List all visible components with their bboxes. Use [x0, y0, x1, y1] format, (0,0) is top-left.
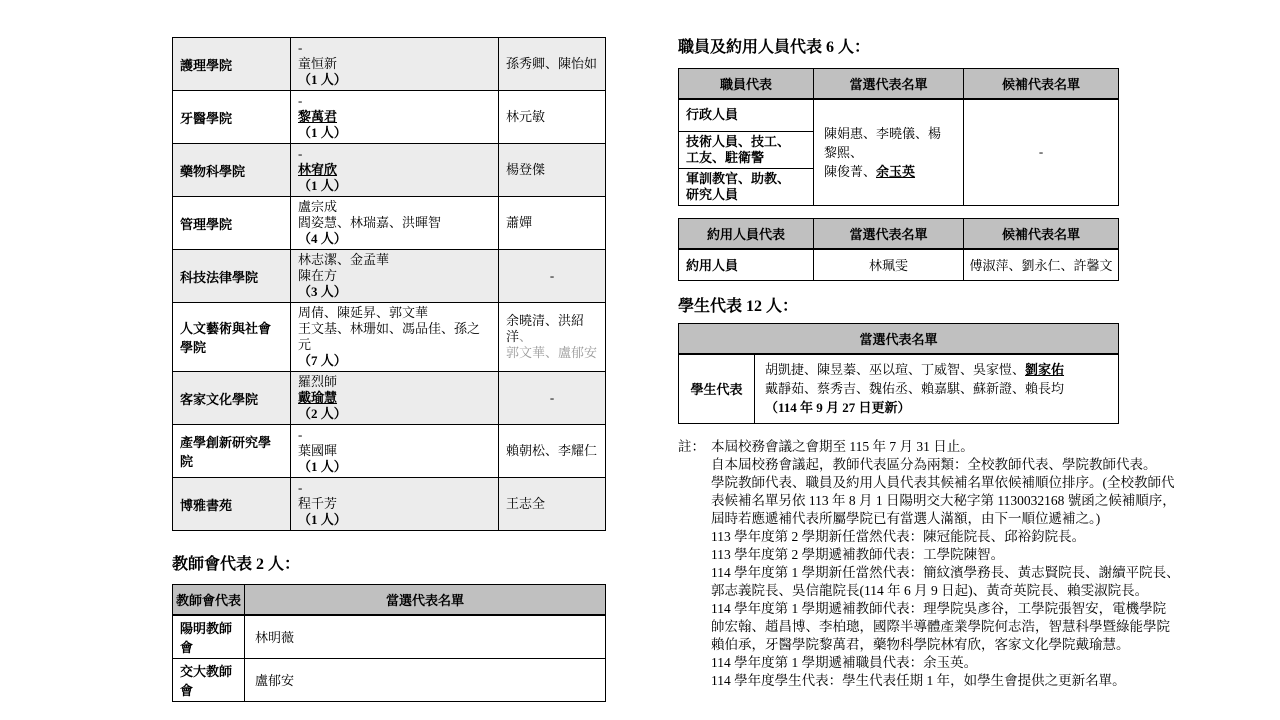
cell-line	[824, 162, 953, 181]
text-run: 郭文華、盧郁安	[506, 345, 598, 360]
staff-category-cell	[679, 132, 814, 169]
college-cell: 護理學院	[173, 38, 291, 91]
text-run: 、	[519, 329, 533, 344]
table-row	[173, 615, 606, 659]
text-run: 林宥欣	[298, 162, 338, 177]
header-cell: 當選代表名單	[814, 219, 964, 249]
elected-cell	[814, 99, 964, 206]
cell-line: 工友、駐衛警	[686, 150, 765, 165]
elected-cell	[291, 303, 499, 372]
cell-line	[298, 427, 491, 443]
note-line: 自本屆校務會議起，教師代表區分為兩類：全校教師代表、學院教師代表。	[711, 457, 1157, 472]
text-run: （1 人）	[298, 459, 347, 474]
teacher-union-section-title: 教師會代表 2 人：	[172, 556, 301, 573]
college-cell: 博雅書苑	[173, 478, 291, 531]
text-run: 孫秀卿、陳怡如	[506, 56, 598, 71]
text-run: 楊登傑	[506, 162, 546, 177]
cell-line	[506, 268, 598, 284]
text-run: 胡凱捷、陳昱蓁、巫以瑄、丁威智、吳家愷、	[765, 362, 1026, 378]
cell-line: 軍訓教官、助教、	[686, 171, 791, 186]
backup-cell	[499, 144, 606, 197]
note-line: 114 學年度第 1 學期遞補教師代表：理學院吳彥谷，工學院張智安，電機學院	[711, 601, 1167, 616]
text-run: 戴瑜慧	[298, 390, 338, 405]
cell-line	[298, 353, 491, 369]
text-run: （3 人）	[298, 284, 347, 299]
table-row	[173, 478, 606, 531]
backup-cell	[499, 372, 606, 425]
text-run: （4 人）	[298, 231, 347, 246]
note-line: 學院教師代表、職員及約用人員代表其候補名單依候補順位排序。(全校教師代	[711, 475, 1175, 490]
cell-line	[765, 379, 1108, 398]
backup-cell: 傅淑萍、劉永仁、許馨文	[964, 249, 1119, 281]
staff-category-cell	[679, 99, 814, 132]
note-line: 表候補名單另依 113 年 8 月 1 日陽明交大秘字第 1130032168 號函之候補順序，	[711, 493, 1176, 508]
college-cell: 管理學院	[173, 197, 291, 250]
table-row	[173, 250, 606, 303]
note-line: 屆時若應遞補代表所屬學院已有當選人滿額，由下一順位遞補之。)	[711, 511, 1101, 526]
union-name-cell: 交大教師會	[173, 658, 245, 701]
cell-line: 研究人員	[686, 187, 739, 202]
backup-cell: -	[964, 99, 1119, 206]
text-run: （1 人）	[298, 72, 347, 87]
header-cell: 候補代表名單	[964, 69, 1119, 99]
cell-line	[298, 284, 491, 300]
table-row	[173, 425, 606, 478]
backup-cell	[499, 250, 606, 303]
text-run: 賴朝松、李耀仁	[506, 443, 598, 458]
cell-line	[298, 215, 491, 231]
text-run: -	[298, 93, 303, 108]
elected-cell	[291, 372, 499, 425]
cell-line	[506, 215, 598, 231]
text-run: 蕭嬋	[506, 215, 533, 230]
college-cell: 藥物科學院	[173, 144, 291, 197]
table-row	[173, 38, 606, 91]
table-header-row	[679, 219, 1119, 249]
text-run: 羅烈師	[298, 374, 338, 389]
cell-line	[506, 313, 598, 345]
cell-line	[298, 199, 491, 215]
header-cell: 當選代表名單	[679, 324, 1119, 354]
text-run: 劉家佑	[1025, 362, 1065, 378]
note-line: 郭志義院長、吳信龍院長(114 年 6 月 9 日起)、黃奇英院長、賴雯淑院長。	[711, 583, 1149, 598]
student-names-cell	[755, 354, 1119, 424]
cell-line	[298, 496, 491, 512]
text-run: -	[298, 40, 303, 55]
college-cell: 人文藝術與社會學院	[173, 303, 291, 372]
college-cell: 牙醫學院	[173, 91, 291, 144]
cell-line	[298, 93, 491, 109]
header-cell: 候補代表名單	[964, 219, 1119, 249]
text-run: -	[298, 427, 303, 442]
note-line: 賴伯承，牙醫學院黎萬君，藥物科學院林宥欣，客家文化學院戴瑜慧。	[711, 637, 1130, 652]
cell-line	[298, 231, 491, 247]
text-run: （1 人）	[298, 512, 347, 527]
cell-line	[298, 480, 491, 496]
text-run: -	[549, 390, 555, 405]
elected-cell	[291, 197, 499, 250]
cell-line	[765, 360, 1108, 379]
header-cell: 當選代表名單	[245, 585, 606, 615]
table-row	[173, 372, 606, 425]
text-run: 盧宗成	[298, 199, 338, 214]
cell-line	[298, 146, 491, 162]
right-column	[678, 38, 1238, 690]
table-row	[173, 303, 606, 372]
left-column	[172, 37, 608, 702]
table-row	[679, 354, 1119, 424]
cell-line	[298, 40, 491, 56]
cell-line	[298, 252, 491, 268]
text-run: 陳在方	[298, 268, 338, 283]
text-run: 葉國暉	[298, 443, 338, 458]
note-line: 帥宏翰、趙昌博、李柏璁，國際半導體產業學院何志浩，智慧科學暨綠能學院	[711, 619, 1170, 634]
cell-line	[298, 321, 491, 353]
elected-cell	[291, 38, 499, 91]
staff-representatives-table	[678, 68, 1119, 206]
text-run: 余玉英	[876, 163, 916, 179]
cell-line	[298, 268, 491, 284]
text-run: 閻姿慧、林瑞嘉、洪暉智	[298, 215, 442, 230]
table-header-row	[679, 324, 1119, 354]
text-run: 林志潔、金孟華	[298, 252, 390, 267]
cell-line	[298, 56, 491, 72]
cell-line: 行政人員	[686, 107, 739, 123]
cell-line	[298, 459, 491, 475]
table-header-row	[679, 69, 1119, 99]
table-row	[679, 249, 1119, 281]
text-run: -	[298, 480, 303, 495]
cell-line	[298, 109, 491, 125]
text-run: 童恒新	[298, 56, 338, 71]
student-category-cell: 學生代表	[679, 354, 755, 424]
elected-cell	[291, 425, 499, 478]
text-run: 戴靜茹、蔡秀吉、魏佑丞、賴嘉騏、蘇新證、賴長均	[765, 381, 1065, 397]
header-cell: 當選代表名單	[814, 69, 964, 99]
text-run: 林元敏	[506, 109, 546, 124]
staff-category-cell	[679, 169, 814, 206]
text-run: 黎萬君	[298, 109, 338, 124]
cell-line	[506, 496, 598, 512]
elected-cell	[291, 250, 499, 303]
table-row	[173, 144, 606, 197]
cell-line	[824, 124, 953, 162]
header-cell: 職員代表	[679, 69, 814, 99]
backup-cell	[499, 91, 606, 144]
cell-line: 技術人員、技工、	[686, 134, 791, 149]
cell-line	[298, 125, 491, 141]
cell-line	[298, 305, 491, 321]
backup-cell	[499, 38, 606, 91]
cell-line	[506, 162, 598, 178]
backup-cell	[499, 478, 606, 531]
cell-line	[298, 72, 491, 88]
cell-line	[765, 398, 1108, 417]
text-run: （114 年 9 月 27 日更新）	[765, 400, 911, 416]
text-run: 王文基、林珊如、馮品佳、孫之元	[298, 321, 481, 352]
college-cell: 客家文化學院	[173, 372, 291, 425]
notes	[678, 438, 1205, 690]
cell-line	[298, 443, 491, 459]
text-run: 周倩、陳延昇、郭文華	[298, 305, 429, 320]
note-line: 113 學年度第 2 學期新任當然代表：陳冠能院長、邱裕鈞院長。	[711, 529, 1086, 544]
table-row	[173, 91, 606, 144]
cell-line	[298, 374, 491, 390]
text-run: 王志全	[506, 496, 546, 511]
cell-line	[298, 178, 491, 194]
elected-cell: 盧郁安	[245, 658, 606, 701]
backup-cell	[499, 425, 606, 478]
backup-cell	[499, 303, 606, 372]
elected-cell	[291, 91, 499, 144]
elected-cell: 林明薇	[245, 615, 606, 659]
cell-line	[298, 390, 491, 406]
staff-section-title: 職員及約用人員代表 6 人：	[678, 39, 871, 56]
backup-cell	[499, 197, 606, 250]
table-row	[173, 197, 606, 250]
cell-line	[506, 390, 598, 406]
note-line: 113 學年度第 2 學期遞補教師代表：工學院陳智。	[711, 547, 1005, 562]
text-run: 陳娟惠、李曉儀、楊黎熙、	[824, 125, 942, 160]
teacher-union-table	[172, 584, 606, 702]
students-section-title: 學生代表 12 人：	[678, 298, 799, 315]
text-run: （2 人）	[298, 406, 347, 421]
elected-cell: 林珮雯	[814, 249, 964, 281]
cell-line	[506, 345, 598, 361]
cell-line	[298, 162, 491, 178]
text-run: -	[549, 268, 555, 283]
cell-line	[506, 56, 598, 72]
college-cell: 產學創新研究學院	[173, 425, 291, 478]
contract-staff-table	[678, 218, 1119, 281]
elected-cell	[291, 478, 499, 531]
student-representatives-table	[678, 323, 1119, 424]
table-header-row	[173, 585, 606, 615]
cell-line	[298, 512, 491, 528]
college-cell: 科技法律學院	[173, 250, 291, 303]
note-line: 114 學年度學生代表：學生代表任期 1 年，如學生會提供之更新名單。	[711, 673, 1126, 688]
cell-line	[506, 109, 598, 125]
text-run: -	[298, 146, 303, 161]
note-line: 114 學年度第 1 學期新任當然代表：簡紋濱學務長、黃志賢院長、謝續平院長、	[711, 565, 1180, 580]
college-representatives-table	[172, 37, 606, 531]
cell-line	[298, 406, 491, 422]
elected-cell	[291, 144, 499, 197]
text-run: 余曉清、洪紹洋	[506, 313, 585, 344]
table-row	[173, 658, 606, 701]
note-line: 本屆校務會議之會期至 115 年 7 月 31 日止。	[711, 439, 974, 454]
header-cell: 教師會代表	[173, 585, 245, 615]
header-cell: 約用人員代表	[679, 219, 814, 249]
text-run: （1 人）	[298, 125, 347, 140]
note-line: 114 學年度第 1 學期遞補職員代表：余玉英。	[711, 655, 978, 670]
text-run: （7 人）	[298, 353, 347, 368]
text-run: 陳俊菁、	[824, 163, 877, 179]
text-run: 程千芳	[298, 496, 338, 511]
table-row	[679, 99, 1119, 132]
union-name-cell: 陽明教師會	[173, 615, 245, 659]
notes-label: 註：	[678, 439, 705, 454]
text-run: （1 人）	[298, 178, 347, 193]
contract-category-cell: 約用人員	[679, 249, 814, 281]
cell-line	[506, 443, 598, 459]
